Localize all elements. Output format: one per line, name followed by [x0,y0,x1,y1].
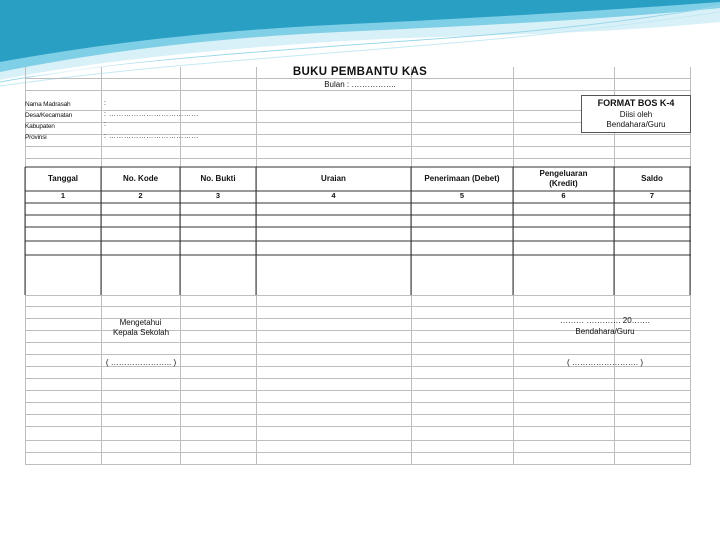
info-label-desa-kecamatan: Desa/Kecamatan [25,112,73,119]
format-box [581,95,691,133]
signature-left-name-blank: ( ………………….. ) [105,358,177,367]
info-value-provinsi: : ……………………………… [104,133,199,140]
column-number: 4 [331,191,336,200]
month-line: Bulan : …………….. [324,80,396,89]
column-number: 5 [459,191,465,200]
format-filler-role: Bendahara/Guru [606,120,666,129]
column-number: 2 [138,191,143,200]
column-header-saldo: Saldo [641,174,663,183]
column-header-penerimaan: Penerimaan (Debet) [424,174,500,183]
signature-right-name-blank: ( ……………………. ) [567,358,643,367]
info-label-kabupaten: Kabupaten [25,123,55,130]
info-label-madrasah: Nama Madrasah [25,101,71,108]
info-value-kabupaten: : [104,121,107,128]
column-number: 7 [649,191,655,200]
column-number: 1 [60,191,66,200]
info-value-madrasah: : [104,100,107,107]
signature-left-role: Kepala Sekolah [112,328,170,337]
format-code: FORMAT BOS K-4 [597,98,675,108]
column-number: 3 [215,191,221,200]
column-number: 6 [561,191,566,200]
signature-right-date: ……… …………. 20……. [560,316,650,325]
column-header-tanggal: Tanggal [47,174,79,183]
signature-right-role: Bendahara/Guru [575,327,635,336]
signature-left-acknowledged: Mengetahui [119,318,162,327]
format-filled-by: Diisi oleh [619,110,653,119]
document-title: BUKU PEMBANTU KAS [292,66,428,78]
column-header-no-kode: No. Kode [122,174,159,183]
column-header-pengeluaran: Pengeluaran (Kredit) [539,169,588,188]
column-header-no-bukti: No. Bukti [200,174,236,183]
info-value-desa-kecamatan: : ……………………………… [104,111,199,118]
info-label-provinsi: Provinsi [25,134,47,141]
column-header-uraian: Uraian [321,174,346,183]
